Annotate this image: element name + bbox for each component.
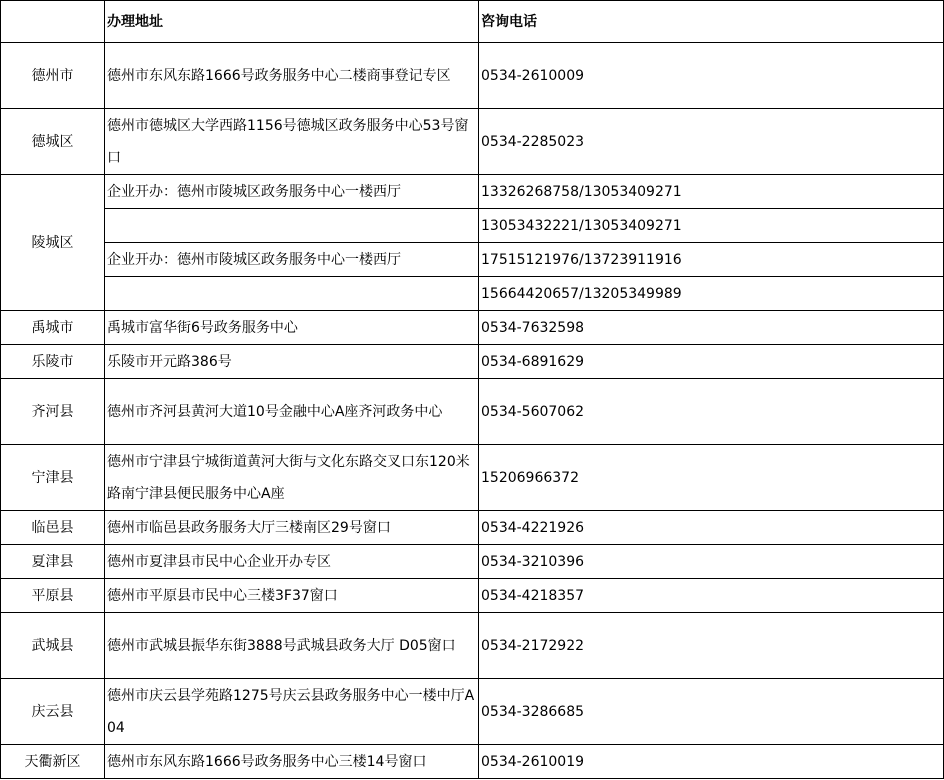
address-cell: 德州市东风东路1666号政务服务中心三楼14号窗口 (105, 745, 479, 779)
region-cell: 临邑县 (1, 511, 105, 545)
address-cell: 德州市庆云县学苑路1275号庆云县政务服务中心一楼中厅A04 (105, 679, 479, 745)
region-cell: 宁津县 (1, 445, 105, 511)
header-address-cell: 办理地址 (105, 1, 479, 43)
address-cell: 德州市夏津县市民中心企业开办专区 (105, 545, 479, 579)
region-cell: 夏津县 (1, 545, 105, 579)
table-row (1, 109, 944, 175)
address-cell: 德州市平原县市民中心三楼3F37窗口 (105, 579, 479, 613)
address-cell: 德州市临邑县政务服务大厅三楼南区29号窗口 (105, 511, 479, 545)
table-row (1, 445, 944, 511)
phone-cell: 13326268758/13053409271 (479, 175, 944, 209)
table-row (1, 175, 944, 209)
table-row (1, 209, 944, 243)
table-row (1, 345, 944, 379)
table-row (1, 613, 944, 679)
region-cell: 武城县 (1, 613, 105, 679)
region-cell: 齐河县 (1, 379, 105, 445)
address-cell: 德州市东风东路1666号政务服务中心二楼商事登记专区 (105, 43, 479, 109)
header-phone-cell: 咨询电话 (479, 1, 944, 43)
phone-cell: 0534-3286685 (479, 679, 944, 745)
address-cell: 企业开办：德州市陵城区政务服务中心一楼西厅 (105, 175, 479, 209)
region-cell: 禹城市 (1, 311, 105, 345)
phone-cell: 0534-2172922 (479, 613, 944, 679)
table-header-row (1, 1, 944, 43)
phone-cell: 13053432221/13053409271 (479, 209, 944, 243)
address-cell (105, 209, 479, 243)
table-row (1, 579, 944, 613)
phone-cell: 15664420657/13205349989 (479, 277, 944, 311)
phone-cell: 0534-2610019 (479, 745, 944, 779)
header-region-cell (1, 1, 105, 43)
table-row (1, 545, 944, 579)
address-cell: 德州市武城县振华东街3888号武城县政务大厅 D05窗口 (105, 613, 479, 679)
phone-cell: 0534-5607062 (479, 379, 944, 445)
region-cell: 庆云县 (1, 679, 105, 745)
region-cell: 平原县 (1, 579, 105, 613)
address-cell: 企业开办：德州市陵城区政务服务中心一楼西厅 (105, 243, 479, 277)
region-cell: 德城区 (1, 109, 105, 175)
table-row (1, 311, 944, 345)
phone-cell: 15206966372 (479, 445, 944, 511)
phone-cell: 0534-4221926 (479, 511, 944, 545)
table-row (1, 277, 944, 311)
table-row (1, 43, 944, 109)
address-cell: 德州市齐河县黄河大道10号金融中心A座齐河政务中心 (105, 379, 479, 445)
address-cell: 乐陵市开元路386号 (105, 345, 479, 379)
region-cell: 天衢新区 (1, 745, 105, 779)
table-row (1, 679, 944, 745)
address-cell: 禹城市富华街6号政务服务中心 (105, 311, 479, 345)
address-cell: 德州市宁津县宁城街道黄河大街与文化东路交叉口东120米路南宁津县便民服务中心A座 (105, 445, 479, 511)
table-row (1, 745, 944, 779)
region-cell: 乐陵市 (1, 345, 105, 379)
table-row (1, 379, 944, 445)
phone-cell: 0534-2285023 (479, 109, 944, 175)
address-cell: 德州市德城区大学西路1156号德城区政务服务中心53号窗口 (105, 109, 479, 175)
phone-cell: 0534-2610009 (479, 43, 944, 109)
region-cell: 德州市 (1, 43, 105, 109)
region-cell: 陵城区 (1, 175, 105, 311)
phone-cell: 17515121976/13723911916 (479, 243, 944, 277)
phone-cell: 0534-6891629 (479, 345, 944, 379)
address-cell (105, 277, 479, 311)
phone-cell: 0534-4218357 (479, 579, 944, 613)
phone-cell: 0534-7632598 (479, 311, 944, 345)
table-row (1, 243, 944, 277)
table-row (1, 511, 944, 545)
phone-cell: 0534-3210396 (479, 545, 944, 579)
